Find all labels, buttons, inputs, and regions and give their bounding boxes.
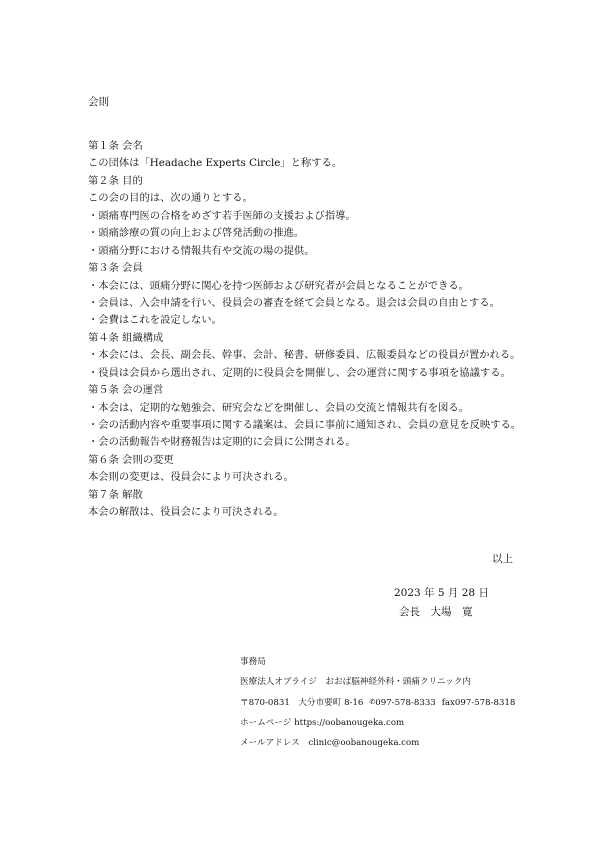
article-5-item: ・会の活動報告や財務報告は定期的に会員に公開される。 [88, 436, 356, 449]
article-2-item: ・頭痛専門医の合格をめざす若手医師の支援および指導。 [88, 209, 356, 222]
article-2-item: ・頭痛分野における情報共有や交流の場の提供。 [88, 244, 315, 257]
postal-mark: 〒 [240, 698, 249, 708]
article-3-item: ・会員は、入会申請を行い、役員会の審査を経て会員となる。退会は会員の自由とする。 [88, 296, 500, 309]
article-2-text: この会の目的は、次の通りとする。 [88, 192, 253, 205]
telephone-number: 097-578-8333 [375, 698, 436, 708]
article-1-heading: 第１条 会名 [88, 140, 143, 152]
office-info [240, 657, 580, 758]
article-7-heading: 第７条 解散 [88, 488, 143, 501]
document-date: 2023 年 5 月 28 日 [394, 587, 489, 599]
article-3-item: ・本会には、頭痛分野に関心を持つ医師および研究者が会員となることができる。 [88, 279, 469, 292]
article-7-text: 本会の解散は、役員会により可決される。 [88, 506, 284, 519]
email-line: メールアドレス clinic@oobanougeka.com [240, 738, 420, 748]
article-4-item: ・役員は会員から選出され、定期的に役員会を開催し、会の運営に関する事項を協議する。 [88, 366, 511, 379]
article-6-heading: 第６条 会則の変更 [88, 453, 174, 466]
article-5-heading: 第５条 会の運営 [88, 384, 164, 397]
article-6-text: 本会則の変更は、役員会により可決される。 [88, 471, 294, 484]
article-1-text: この団体は「Headache Experts Circle」と称する。 [88, 157, 343, 170]
office-heading: 事務局 [240, 657, 266, 667]
document-title: 会則 [88, 96, 109, 108]
article-5-item: ・会の活動内容や重要事項に関する議案は、会員に事前に通知され、会員の意見を反映する。 [88, 419, 522, 431]
article-3-item: ・会費はこれを設定しない。 [88, 314, 222, 327]
article-4-item: ・本会には、会長、副会長、幹事、会計、秘書、研修委員、広報委員などの役員が置かれる。 [88, 349, 521, 362]
articles-body [88, 138, 528, 522]
article-2-heading: 第２条 目的 [88, 174, 143, 187]
signer-name: 会長 大場 寛 [399, 606, 473, 618]
article-5-item: ・本会は、定期的な勉強会、研究会などを開催し、会員の交流と情報共有を図る。 [88, 401, 469, 414]
postal-address: 870-0831 大分市要町 8-16 [248, 698, 364, 708]
office-address-line [240, 697, 580, 708]
fax-number: fax097-578-8318 [441, 698, 516, 708]
article-2-item: ・頭痛診療の質の向上および啓発活動の推進。 [88, 227, 305, 240]
homepage-line: ホームページ https://oobanougeka.com [240, 718, 405, 728]
phone-icon: ✆ [369, 698, 376, 706]
article-3-heading: 第３条 会員 [88, 262, 143, 275]
office-organization: 医療法人オブライジ おおば脳神経外科・頭痛クリニック内 [240, 677, 472, 687]
article-4-heading: 第４条 組織構成 [88, 331, 164, 344]
closing-mark: 以上 [492, 553, 513, 565]
